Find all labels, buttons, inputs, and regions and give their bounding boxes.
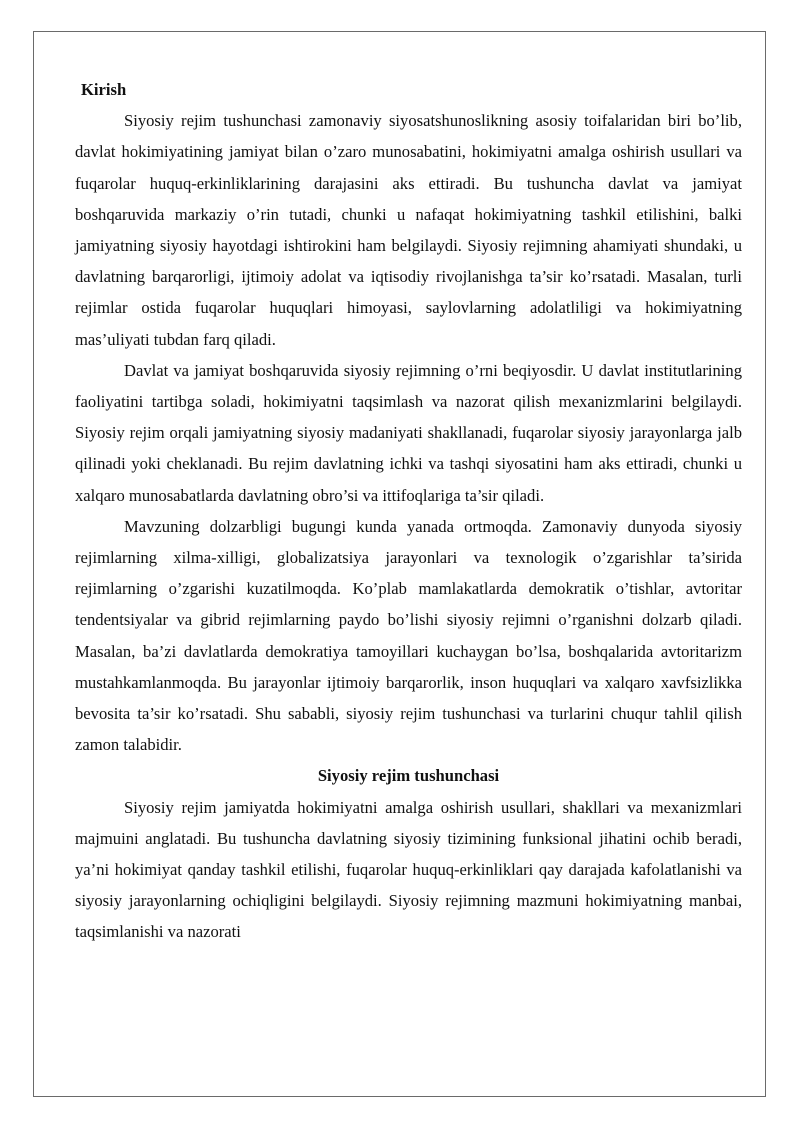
intro-paragraph-3: Mavzuning dolzarbligi bugungi kunda yanada ortmoqda. Zamonaviy dunyoda siyosiy rejimlarning xilma-xilligi, globalizatsiya jarayonlari va texnologik o’zgarishlar ta’sirida rejimlarning o’zgarishi kuzatilmoqda. Ko’plab mamlakatlarda demokratik o’tishlar, avtoritar tendentsiyalar va gibrid rejimlarning paydo bo’lishi siyosiy rejimni o’rganishni dolzarb qiladi. Masalan, ba’zi davlatlarda demokratiya tamoyillari kuchaygan bo’lsa, boshqalarida avtoritarizm mustahkamlanmoqda. Bu jarayonlar ijtimoiy barqarorlik, inson huquqlari va xalqaro xavfsizlikka bevosita ta’sir ko’rsatadi. Shu sababli, siyosiy rejim tushunchasi va turlarini chuqur tahlil qilish zamon talabidir. (75, 516, 742, 755)
section-title: Siyosiy rejim tushunchasi (317, 766, 500, 786)
intro-paragraph-1: Siyosiy rejim tushunchasi zamonaviy siyosatshunoslikning asosiy toifalaridan biri bo’lib, davlat hokimiyatining jamiyat bilan o’zaro munosabatini, hokimiyatni amalga oshirish usullari va fuqarolar huquq-erkinliklarining darajasini aks ettiradi. Bu tushuncha davlat va jamiyat boshqaruvida markaziy o’rin tutadi, chunki u nafaqat hokimiyatning tashkil etilishini, balki jamiyatning siyosiy hayotdagi ishtirokini ham belgilaydi. Siyosiy rejimning ahamiyati shundaki, u davlatning barqarorligi, ijtimoiy adolat va iqtisodiy rivojlanishga ta’sir ko’rsatadi. Masalan, turli rejimlar ostida fuqarolar huquqlari himoyasi, saylovlarning adolatliligi va hokimiyatning mas’uliyati tubdan farq qiladi. (75, 111, 742, 349)
intro-heading: Kirish (81, 80, 127, 99)
intro-paragraph-2: Davlat va jamiyat boshqaruvida siyosiy rejimning o’rni beqiyosdir. U davlat institutlarining faoliyatini tartibga soladi, hokimiyatni taqsimlash va nazorat qilish mexanizmlarini belgilaydi. Siyosiy rejim orqali jamiyatning siyosiy madaniyati shakllanadi, fuqarolar siyosiy jarayonlarga jalb qilinadi yoki cheklanadi. Bu rejim davlatning ichki va tashqi siyosatini ham aks ettiradi, chunki u xalqaro munosabatlarda davlatning obro’si va ittifoqlariga ta’sir qiladi. (75, 360, 742, 505)
document-body (75, 74, 742, 948)
section-paragraph-1: Siyosiy rejim jamiyatda hokimiyatni amalga oshirish usullari, shakllari va mexanizmlari majmuini anglatadi. Bu tushuncha davlatning siyosiy tizimining funksional jihatini ochib beradi, ya’ni hokimiyat qanday tashkil etilishi, fuqarolar huquq-erkinliklari qay darajada kafolatlanishi va siyosiy jarayonlarning ochiqligini belgilaydi. Siyosiy rejimning mazmuni hokimiyatning manbai, taqsimlanishi va nazorati (75, 797, 742, 942)
